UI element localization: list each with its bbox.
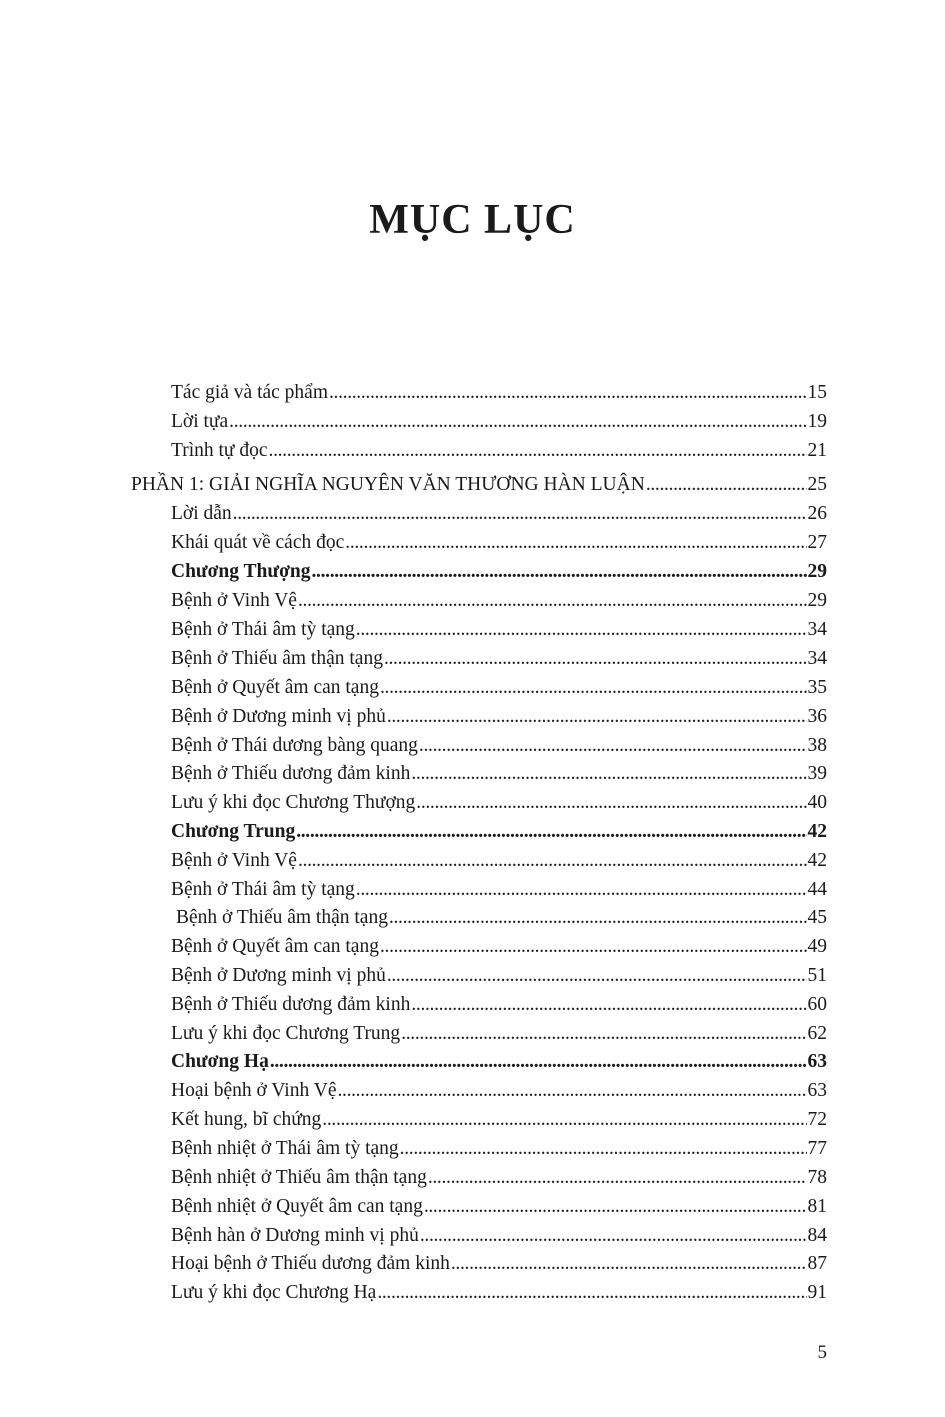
toc-entry-label: Bệnh ở Thái âm tỳ tạng xyxy=(171,619,355,640)
toc-entry-label: Bệnh ở Dương minh vị phủ xyxy=(171,706,386,727)
dot-leader xyxy=(400,1135,807,1163)
toc-entry xyxy=(171,933,827,961)
toc-entry-page: 78 xyxy=(807,1167,827,1188)
toc-entry-label: Bệnh ở Quyết âm can tạng xyxy=(171,936,379,957)
toc-entry xyxy=(171,500,827,528)
toc-entry-label: Khái quát về cách đọc xyxy=(171,532,345,553)
dot-leader xyxy=(451,1250,807,1278)
toc-entry-label: Chương Hạ xyxy=(171,1051,269,1072)
toc-entry-page: 34 xyxy=(807,619,827,640)
toc-entry-page: 62 xyxy=(807,1023,827,1044)
toc-entry xyxy=(171,1020,827,1048)
toc-entry-page: 60 xyxy=(807,994,827,1015)
toc-entry-page: 34 xyxy=(807,648,827,669)
toc-entry-page: 29 xyxy=(807,590,827,611)
toc-entry xyxy=(171,760,827,788)
toc-entry-label: Hoại bệnh ở Thiếu dương đảm kinh xyxy=(171,1253,450,1274)
dot-leader xyxy=(345,529,806,557)
toc-entry xyxy=(171,789,827,817)
toc-entry xyxy=(171,904,827,932)
toc-part-heading xyxy=(131,471,827,499)
toc-entry xyxy=(171,529,827,557)
toc-entry-label: Hoại bệnh ở Vinh Vệ xyxy=(171,1080,337,1101)
toc-entry-page: 81 xyxy=(807,1196,827,1217)
toc-entry xyxy=(171,645,827,673)
toc-entry-label: Bệnh ở Thái âm tỳ tạng xyxy=(171,879,355,900)
toc-chapter-heading xyxy=(171,1048,827,1076)
toc-entry-label: Bệnh ở Dương minh vị phủ xyxy=(171,965,386,986)
toc-entry xyxy=(171,674,827,702)
toc-entry-label: Chương Trung xyxy=(171,821,296,842)
toc-entry-page: 45 xyxy=(807,907,827,928)
dot-leader xyxy=(419,732,807,760)
dot-leader xyxy=(356,876,807,904)
toc-entry-label: Bệnh nhiệt ở Thái âm tỳ tạng xyxy=(171,1138,399,1159)
toc-entry-page: 40 xyxy=(807,792,827,813)
dot-leader xyxy=(380,674,807,702)
toc-entry xyxy=(171,1250,827,1278)
dot-leader xyxy=(411,760,806,788)
dot-leader xyxy=(387,962,807,990)
toc-entry-page: 87 xyxy=(807,1253,827,1274)
dot-leader xyxy=(229,408,806,436)
toc-entry-label: Lời dẫn xyxy=(171,503,232,524)
toc-entry-label: Lưu ý khi đọc Chương Trung xyxy=(171,1023,401,1044)
toc-chapter-heading xyxy=(171,558,827,586)
toc-entry-label: Bệnh ở Vinh Vệ xyxy=(171,850,297,871)
toc-entry-page: 91 xyxy=(807,1282,827,1303)
toc-entry-label: Bệnh ở Thiếu dương đảm kinh xyxy=(171,763,411,784)
dot-leader xyxy=(312,558,807,586)
toc-entry-label: Lưu ý khi đọc Chương Thượng xyxy=(171,792,416,813)
toc-entry xyxy=(171,616,827,644)
dot-leader xyxy=(269,437,807,465)
toc-entry-label: Bệnh nhiệt ở Quyết âm can tạng xyxy=(171,1196,423,1217)
toc-entry-label: Bệnh ở Thiếu âm thận tạng xyxy=(171,648,383,669)
dot-leader xyxy=(380,933,807,961)
toc-entry-label: Bệnh ở Thái dương bàng quang xyxy=(171,735,418,756)
toc-entry-page: 72 xyxy=(807,1109,827,1130)
toc-entry-page: 26 xyxy=(807,503,827,524)
toc-entry xyxy=(171,876,827,904)
toc-entry-page: 21 xyxy=(807,440,827,461)
toc-entry-page: 42 xyxy=(807,821,827,842)
toc-entry-page: 36 xyxy=(807,706,827,727)
toc-entry-page: 42 xyxy=(807,850,827,871)
toc-entry-label: Bệnh ở Quyết âm can tạng xyxy=(171,677,379,698)
toc-entry-label: Chương Thượng xyxy=(171,561,311,582)
dot-leader xyxy=(420,1222,807,1250)
toc-entry-page: 27 xyxy=(807,532,827,553)
dot-leader xyxy=(428,1164,807,1192)
toc-entry xyxy=(171,1106,827,1134)
toc-entry-label: Bệnh hàn ở Dương minh vị phủ xyxy=(171,1225,419,1246)
toc-entry-page: 38 xyxy=(807,735,827,756)
toc-entry-page: 77 xyxy=(807,1138,827,1159)
toc-entry-label: Bệnh ở Thiếu dương đảm kinh xyxy=(171,994,411,1015)
toc-entry-page: 25 xyxy=(807,474,827,495)
toc-entry xyxy=(171,962,827,990)
toc-entry-label: Trình tự đọc xyxy=(171,440,268,461)
toc-entry-page: 63 xyxy=(807,1051,827,1072)
toc-entry-label: Kết hung, bĩ chứng xyxy=(171,1109,322,1130)
dot-leader xyxy=(377,1279,806,1307)
dot-leader xyxy=(296,818,806,846)
dot-leader xyxy=(298,587,807,615)
dot-leader xyxy=(356,616,807,644)
toc-entry xyxy=(171,437,827,465)
page-number: 5 xyxy=(817,1342,827,1363)
toc-entry xyxy=(171,1193,827,1221)
dot-leader xyxy=(337,1077,806,1105)
dot-leader xyxy=(298,847,807,875)
toc-entry xyxy=(171,1222,827,1250)
toc-chapter-heading xyxy=(171,818,827,846)
toc-entry-label: Bệnh nhiệt ở Thiếu âm thận tạng xyxy=(171,1167,427,1188)
toc-entry-page: 39 xyxy=(807,763,827,784)
toc-entry-label: Tác giả và tác phẩm xyxy=(171,382,328,403)
dot-leader xyxy=(416,789,806,817)
toc-entry xyxy=(171,703,827,731)
toc-entry-page: 84 xyxy=(807,1225,827,1246)
dot-leader xyxy=(646,471,807,499)
toc-entry xyxy=(171,991,827,1019)
dot-leader xyxy=(384,645,807,673)
toc-entry-page: 15 xyxy=(807,382,827,403)
toc-entry-label: Lưu ý khi đọc Chương Hạ xyxy=(171,1282,377,1303)
dot-leader xyxy=(411,991,806,1019)
dot-leader xyxy=(233,500,807,528)
toc-entry xyxy=(171,1077,827,1105)
dot-leader xyxy=(270,1048,807,1076)
toc-entry xyxy=(171,847,827,875)
toc-entry-page: 35 xyxy=(807,677,827,698)
dot-leader xyxy=(389,904,807,932)
dot-leader xyxy=(322,1106,806,1134)
toc-entry-page: 51 xyxy=(807,965,827,986)
page-title: MỤC LỤC xyxy=(369,197,576,244)
toc-entry-page: 49 xyxy=(807,936,827,957)
toc-entry xyxy=(171,587,827,615)
dot-leader xyxy=(401,1020,806,1048)
toc-entry xyxy=(171,379,827,407)
dot-leader xyxy=(329,379,807,407)
toc-entry xyxy=(171,732,827,760)
toc-entry-label: Bệnh ở Vinh Vệ xyxy=(171,590,297,611)
toc-entry-page: 44 xyxy=(807,879,827,900)
dot-leader xyxy=(424,1193,807,1221)
toc-entry-label: PHẦN 1: GIẢI NGHĨA NGUYÊN VĂN THƯƠNG HÀN LUẬN xyxy=(131,474,645,495)
toc-entry-page: 63 xyxy=(807,1080,827,1101)
toc-entry-label: Bệnh ở Thiếu âm thận tạng xyxy=(176,907,388,928)
toc-entry-label: Lời tựa xyxy=(171,411,229,432)
toc-entry-page: 19 xyxy=(807,411,827,432)
toc-entry-page: 29 xyxy=(807,561,827,582)
toc-entry xyxy=(171,1135,827,1163)
toc-entry xyxy=(171,408,827,436)
toc-entry xyxy=(171,1279,827,1307)
toc-entry xyxy=(171,1164,827,1192)
dot-leader xyxy=(387,703,807,731)
